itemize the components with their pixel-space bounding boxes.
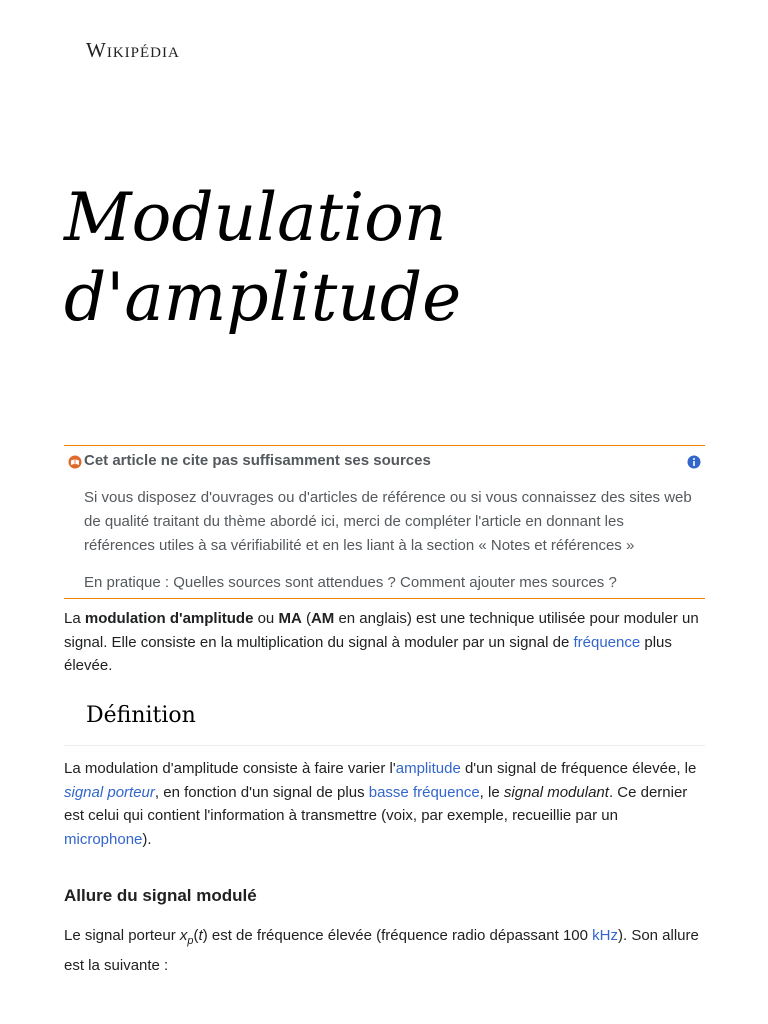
heading-divider xyxy=(64,745,705,746)
section-heading-definition[interactable]: Définition xyxy=(86,703,196,728)
math-variable: x xyxy=(179,927,188,944)
link-microphone[interactable]: microphone xyxy=(64,830,143,848)
footer-prefix: En pratique : xyxy=(84,574,174,591)
allure-paragraph xyxy=(64,924,704,977)
text: . Ce dernier est celui qui contient l'information à transmettre (voix, par exemple, recueillie par un xyxy=(64,783,688,824)
text: ( xyxy=(193,927,199,944)
link-amplitude[interactable]: amplitude xyxy=(395,760,461,777)
definition-paragraph xyxy=(64,757,704,851)
italic-term: signal modulant xyxy=(503,783,609,801)
wikipedia-logo[interactable]: Wikipédia xyxy=(86,38,180,62)
text: ). Son allure est la suivante : xyxy=(64,927,699,974)
link-frequence[interactable]: fréquence xyxy=(573,633,641,651)
intro-paragraph xyxy=(64,607,704,678)
bold-term: modulation d'amplitude xyxy=(84,610,254,627)
info-icon[interactable] xyxy=(687,455,701,469)
text: en anglais) est une technique utilisée pour moduler un signal. Elle consiste en la multiplication du signal à moduler par un signal de xyxy=(64,610,699,651)
warning-title: Cet article ne cite pas suffisamment ses sources xyxy=(84,452,431,469)
bold-term: AM xyxy=(310,610,335,627)
text: , en fonction d'un signal de plus xyxy=(154,783,369,801)
warning-text: Si vous disposez d'ouvrages ou d'articles de référence ou si vous connaissez des sites web de qualité traitant du thème abordé ici, merci de compléter l'article en donnant les références utiles à sa vérifiabilité et en les liant à la section « Notes et références » xyxy=(84,489,692,554)
text: plus élevée. xyxy=(64,633,672,674)
bold-term: MA xyxy=(278,610,302,627)
warning-footer xyxy=(84,574,617,591)
link-sources-attendues[interactable]: Quelles sources sont attendues ? xyxy=(173,574,396,591)
text: Le signal porteur xyxy=(64,927,180,944)
text: ( xyxy=(301,610,311,627)
link-khz[interactable]: kHz xyxy=(592,927,618,944)
text: La modulation d'amplitude consiste à faire varier l' xyxy=(64,760,396,777)
book-warning-icon xyxy=(68,455,82,469)
text: ) est de fréquence élevée (fréquence radio dépassant 100 xyxy=(202,927,593,944)
text: , le xyxy=(479,783,504,801)
page-title: Modulation d'amplitude xyxy=(64,179,462,336)
math-subscript: p xyxy=(187,935,194,947)
text: ). xyxy=(142,830,152,848)
link-signal-porteur[interactable]: signal porteur xyxy=(64,783,155,801)
text: La xyxy=(64,610,85,627)
sources-warning-box xyxy=(64,445,705,599)
link-ajouter-sources[interactable]: Comment ajouter mes sources ? xyxy=(400,574,617,591)
link-basse-frequence[interactable]: basse fréquence xyxy=(368,783,480,801)
math-variable: t xyxy=(198,927,203,944)
text: ou xyxy=(253,610,279,627)
subsection-heading-allure: Allure du signal modulé xyxy=(64,886,257,905)
text: d'un signal de fréquence élevée, le xyxy=(460,760,697,777)
